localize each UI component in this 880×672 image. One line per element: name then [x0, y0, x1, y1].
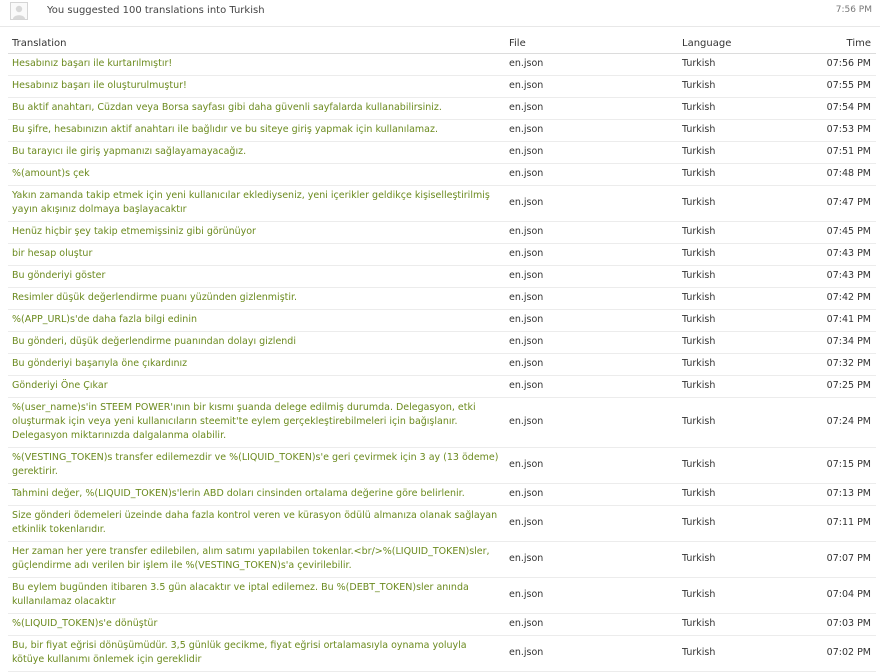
table-row: [8, 76, 876, 98]
language-name: Turkish: [678, 186, 798, 222]
row-time: 07:32 PM: [798, 354, 876, 376]
table-row: [8, 266, 876, 288]
row-time: 07:43 PM: [798, 244, 876, 266]
file-name: en.json: [505, 288, 678, 310]
table-header-row: [8, 34, 876, 54]
row-time: 07:24 PM: [798, 398, 876, 448]
table-row: [8, 164, 876, 186]
row-time: 07:56 PM: [798, 54, 876, 76]
file-name: en.json: [505, 310, 678, 332]
table-row: [8, 484, 876, 506]
language-name: Turkish: [678, 542, 798, 578]
file-name: en.json: [505, 98, 678, 120]
table-row: [8, 244, 876, 266]
table-row: [8, 222, 876, 244]
translation-text[interactable]: Tahmini değer, %(LIQUID_TOKEN)s'lerin ABD doları cinsinden ortalama değerine göre belirlenir.: [8, 484, 505, 506]
language-name: Turkish: [678, 142, 798, 164]
row-time: 07:13 PM: [798, 484, 876, 506]
translation-text[interactable]: Bu eylem bugünden itibaren 3.5 gün alacaktır ve iptal edilemez. Bu %(DEBT_TOKEN)sler anında kullanılamaz olacaktır: [8, 578, 505, 614]
file-name: en.json: [505, 332, 678, 354]
table-row: [8, 54, 876, 76]
language-name: Turkish: [678, 310, 798, 332]
table-row: [8, 186, 876, 222]
translation-text[interactable]: Bu şifre, hesabınızın aktif anahtarı ile bağlıdır ve bu siteye giriş yapmak için kullanılamaz.: [8, 120, 505, 142]
table-row: [8, 448, 876, 484]
table-row: [8, 376, 876, 398]
file-name: en.json: [505, 142, 678, 164]
file-name: en.json: [505, 614, 678, 636]
file-name: en.json: [505, 354, 678, 376]
language-name: Turkish: [678, 636, 798, 672]
column-header-translation: Translation: [8, 34, 505, 54]
translation-text[interactable]: Gönderiyi Öne Çıkar: [8, 376, 505, 398]
translation-text[interactable]: bir hesap oluştur: [8, 244, 505, 266]
language-name: Turkish: [678, 578, 798, 614]
table-row: [8, 98, 876, 120]
language-name: Turkish: [678, 484, 798, 506]
column-header-time: Time: [798, 34, 876, 54]
language-name: Turkish: [678, 398, 798, 448]
translation-text[interactable]: Hesabınız başarı ile oluşturulmuştur!: [8, 76, 505, 98]
translations-table: [8, 34, 876, 672]
row-time: 07:55 PM: [798, 76, 876, 98]
file-name: en.json: [505, 376, 678, 398]
file-name: en.json: [505, 398, 678, 448]
translation-text[interactable]: Henüz hiçbir şey takip etmemişsiniz gibi görünüyor: [8, 222, 505, 244]
file-name: en.json: [505, 506, 678, 542]
translation-text[interactable]: Yakın zamanda takip etmek için yeni kullanıcılar eklediyseniz, yeni içerikler geldikçe kişiselleştirilmiş yayın akışınız dolmaya başlayacaktır: [8, 186, 505, 222]
file-name: en.json: [505, 186, 678, 222]
file-name: en.json: [505, 636, 678, 672]
column-header-file: File: [505, 34, 678, 54]
file-name: en.json: [505, 578, 678, 614]
table-body: [8, 54, 876, 672]
row-time: 07:02 PM: [798, 636, 876, 672]
language-name: Turkish: [678, 164, 798, 186]
translation-text[interactable]: Bu gönderiyi göster: [8, 266, 505, 288]
table-row: [8, 578, 876, 614]
file-name: en.json: [505, 448, 678, 484]
translation-text[interactable]: Bu, bir fiyat eğrisi dönüşümüdür. 3,5 günlük gecikme, fiyat eğrisi ortalamasıyla oynama yoluyla kötüye kullanımı önlemek için gereklidir: [8, 636, 505, 672]
translation-text[interactable]: Bu gönderi, düşük değerlendirme puanından dolayı gizlendi: [8, 332, 505, 354]
language-name: Turkish: [678, 614, 798, 636]
translation-text[interactable]: Her zaman her yere transfer edilebilen, alım satımı yapılabilen tokenlar.<br/>%(LIQUID_TOKEN)sler, güçlendirme adı verilen bir işlem ile %(VESTING_TOKEN)s'a çevirilebilir.: [8, 542, 505, 578]
translation-text[interactable]: Resimler düşük değerlendirme puanı yüzünden gizlenmiştir.: [8, 288, 505, 310]
row-time: 07:47 PM: [798, 186, 876, 222]
language-name: Turkish: [678, 266, 798, 288]
file-name: en.json: [505, 244, 678, 266]
file-name: en.json: [505, 222, 678, 244]
translation-text[interactable]: Bu aktif anahtarı, Cüzdan veya Borsa sayfası gibi daha güvenli sayfalarda kullanabilirsiniz.: [8, 98, 505, 120]
table-row: [8, 310, 876, 332]
row-time: 07:11 PM: [798, 506, 876, 542]
language-name: Turkish: [678, 222, 798, 244]
row-time: 07:48 PM: [798, 164, 876, 186]
language-name: Turkish: [678, 120, 798, 142]
language-name: Turkish: [678, 506, 798, 542]
row-time: 07:07 PM: [798, 542, 876, 578]
translation-text[interactable]: Bu tarayıcı ile giriş yapmanızı sağlayamayacağız.: [8, 142, 505, 164]
column-header-language: Language: [678, 34, 798, 54]
row-time: 07:43 PM: [798, 266, 876, 288]
activity-message: You suggested 100 translations into Turkish: [47, 5, 265, 16]
translation-text[interactable]: Size gönderi ödemeleri üzeinde daha fazla kontrol veren ve kürasyon ödülü almanıza olanak sağlayan etkinlik tokenlarıdır.: [8, 506, 505, 542]
translation-text[interactable]: %(LIQUID_TOKEN)s'e dönüştür: [8, 614, 505, 636]
translation-text[interactable]: %(APP_URL)s'de daha fazla bilgi edinin: [8, 310, 505, 332]
language-name: Turkish: [678, 448, 798, 484]
table-row: [8, 542, 876, 578]
language-name: Turkish: [678, 54, 798, 76]
row-time: 07:04 PM: [798, 578, 876, 614]
file-name: en.json: [505, 76, 678, 98]
user-avatar-icon[interactable]: [10, 2, 28, 20]
row-time: 07:41 PM: [798, 310, 876, 332]
translation-text[interactable]: Bu gönderiyi başarıyla öne çıkardınız: [8, 354, 505, 376]
row-time: 07:34 PM: [798, 332, 876, 354]
row-time: 07:15 PM: [798, 448, 876, 484]
row-time: 07:03 PM: [798, 614, 876, 636]
language-name: Turkish: [678, 76, 798, 98]
language-name: Turkish: [678, 244, 798, 266]
table-row: [8, 354, 876, 376]
file-name: en.json: [505, 120, 678, 142]
language-name: Turkish: [678, 288, 798, 310]
file-name: en.json: [505, 54, 678, 76]
table-row: [8, 288, 876, 310]
row-time: 07:53 PM: [798, 120, 876, 142]
table-row: [8, 142, 876, 164]
language-name: Turkish: [678, 98, 798, 120]
translation-text[interactable]: Hesabınız başarı ile kurtarılmıştır!: [8, 54, 505, 76]
table-row: [8, 398, 876, 448]
translation-text[interactable]: %(amount)s çek: [8, 164, 505, 186]
row-time: 07:51 PM: [798, 142, 876, 164]
translation-text[interactable]: %(user_name)s'in STEEM POWER'ının bir kısmı şuanda delege edilmiş durumda. Delegasyon, etki oluşturmak için veya yeni kullanıcıların steemit'te eylem gerçekleştirebilmeleri için bağışlanır. Delegasyon miktarınızda dalgalanma olabilir.: [8, 398, 505, 448]
row-time: 07:45 PM: [798, 222, 876, 244]
file-name: en.json: [505, 542, 678, 578]
row-time: 07:42 PM: [798, 288, 876, 310]
language-name: Turkish: [678, 332, 798, 354]
table-row: [8, 120, 876, 142]
activity-time: 7:56 PM: [835, 5, 872, 15]
table-row: [8, 332, 876, 354]
language-name: Turkish: [678, 376, 798, 398]
table-row: [8, 636, 876, 672]
row-time: 07:25 PM: [798, 376, 876, 398]
file-name: en.json: [505, 266, 678, 288]
table-row: [8, 506, 876, 542]
file-name: en.json: [505, 484, 678, 506]
translation-text[interactable]: %(VESTING_TOKEN)s transfer edilemezdir ve %(LIQUID_TOKEN)s'e geri çevirmek için 3 ay (13 ödeme) gerektirir.: [8, 448, 505, 484]
table-row: [8, 614, 876, 636]
row-time: 07:54 PM: [798, 98, 876, 120]
language-name: Turkish: [678, 354, 798, 376]
activity-header: [0, 0, 880, 27]
file-name: en.json: [505, 164, 678, 186]
